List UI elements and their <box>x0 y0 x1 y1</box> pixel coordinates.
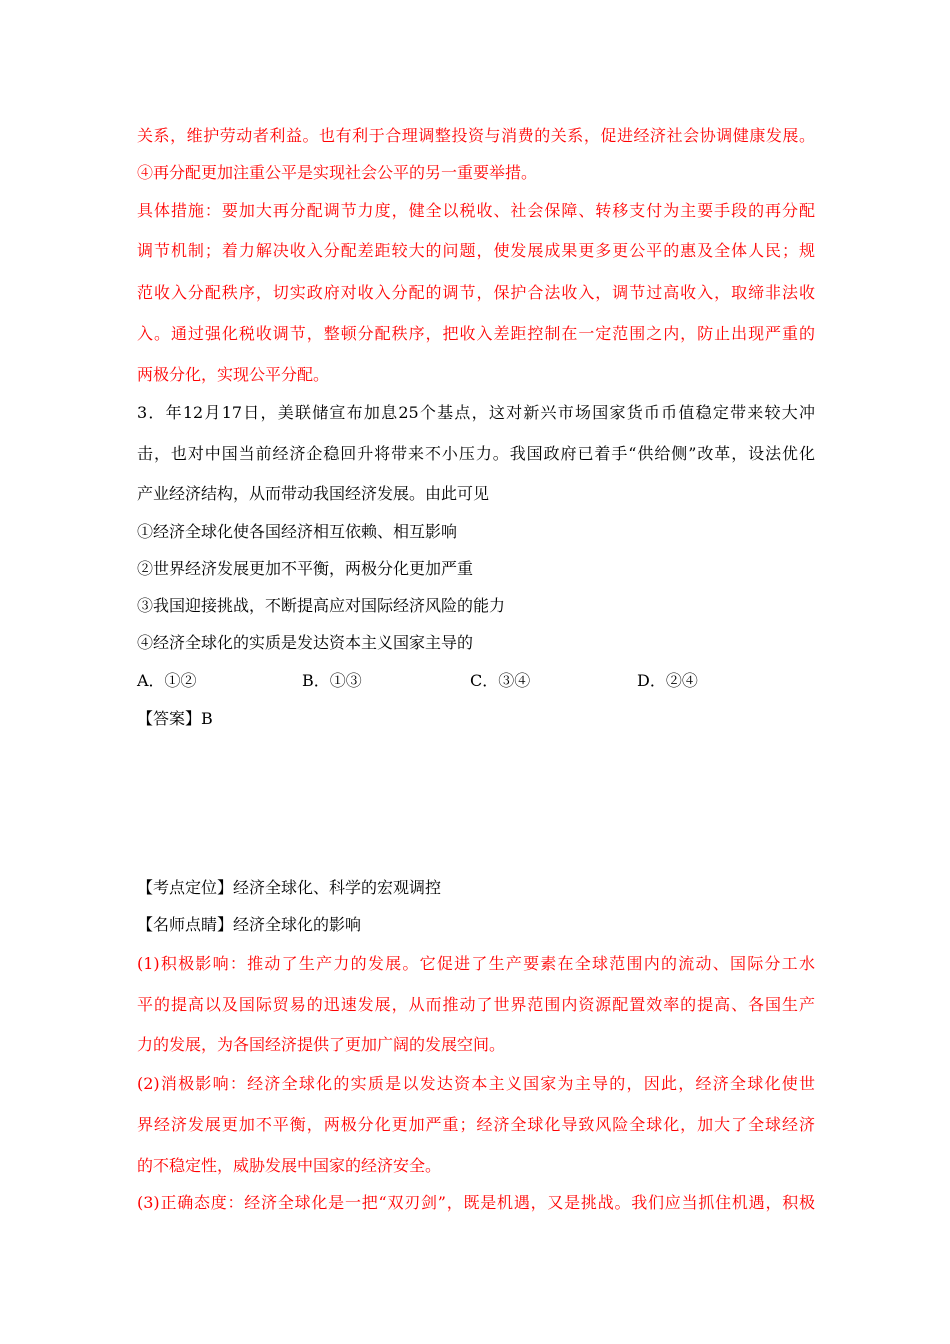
impact-1-line-1: (1)积极影响：推动了生产力的发展。它促进了生产要素在全球范围内的流动、国际分工水 <box>137 954 815 973</box>
analysis-line-6: 入。通过强化税收调节，整顿分配秩序，把收入差距控制在一定范围之内，防止出现严重的 <box>137 324 815 343</box>
question-line-3: 产业经济结构，从而带动我国经济发展。由此可见 <box>137 484 490 503</box>
question-item-4: ④经济全球化的实质是发达资本主义国家主导的 <box>137 633 474 652</box>
question-line-2: 击，也对中国当前经济企稳回升将带来不小压力。我国政府已着手“供给侧”改革，设法优化 <box>137 444 815 463</box>
mingshi-line: 【名师点睛】经济全球化的影响 <box>137 915 362 934</box>
impact-2-line-3: 的不稳定性，威胁发展中国家的经济安全。 <box>137 1156 442 1175</box>
impact-1-line-3: 力的发展，为各国经济提供了更加广阔的发展空间。 <box>137 1035 506 1054</box>
question-item-2: ②世界经济发展更加不平衡，两极分化更加严重 <box>137 559 474 578</box>
question-item-1: ①经济全球化使各国经济相互依赖、相互影响 <box>137 522 458 541</box>
question-item-3: ③我国迎接挑战，不断提高应对国际经济风险的能力 <box>137 596 506 615</box>
question-line-1: 3．年12月17日，美联储宣布加息25个基点，这对新兴市场国家货币币值稳定带来较大冲 <box>137 403 815 422</box>
analysis-line-5: 范收入分配秩序，切实政府对收入分配的调节，保护合法收入，调节过高收入，取缔非法收 <box>137 283 815 302</box>
kaodian-line: 【考点定位】经济全球化、科学的宏观调控 <box>137 878 442 897</box>
impact-2-line-2: 界经济发展更加不平衡，两极分化更加严重；经济全球化导致风险全球化，加大了全球经济 <box>137 1115 815 1134</box>
analysis-line-2: ④再分配更加注重公平是实现社会公平的另一重要举措。 <box>137 163 538 182</box>
option-b: B．①③ <box>302 671 362 690</box>
analysis-line-3: 具体措施：要加大再分配调节力度，健全以税收、社会保障、转移支付为主要手段的再分配 <box>137 201 815 220</box>
analysis-line-4: 调节机制；着力解决收入分配差距较大的问题，使发展成果更多更公平的惠及全体人民；规 <box>137 241 815 260</box>
impact-3-line-1: (3)正确态度：经济全球化是一把“双刃剑”，既是机遇，又是挑战。我们应当抓住机遇，积极 <box>137 1193 815 1212</box>
analysis-line-7: 两极分化，实现公平分配。 <box>137 365 330 384</box>
option-a: A．①② <box>137 671 197 690</box>
analysis-line-1: 关系，维护劳动者利益。也有利于合理调整投资与消费的关系，促进经济社会协调健康发展。 <box>137 126 815 145</box>
impact-2-line-1: (2)消极影响：经济全球化的实质是以发达资本主义国家为主导的，因此，经济全球化使世 <box>137 1074 815 1093</box>
option-d: D．②④ <box>637 671 698 690</box>
impact-1-line-2: 平的提高以及国际贸易的迅速发展，从而推动了世界范围内资源配置效率的提高、各国生产 <box>137 995 815 1014</box>
option-c: C．③④ <box>470 671 531 690</box>
answer-line: 【答案】B <box>137 709 213 728</box>
